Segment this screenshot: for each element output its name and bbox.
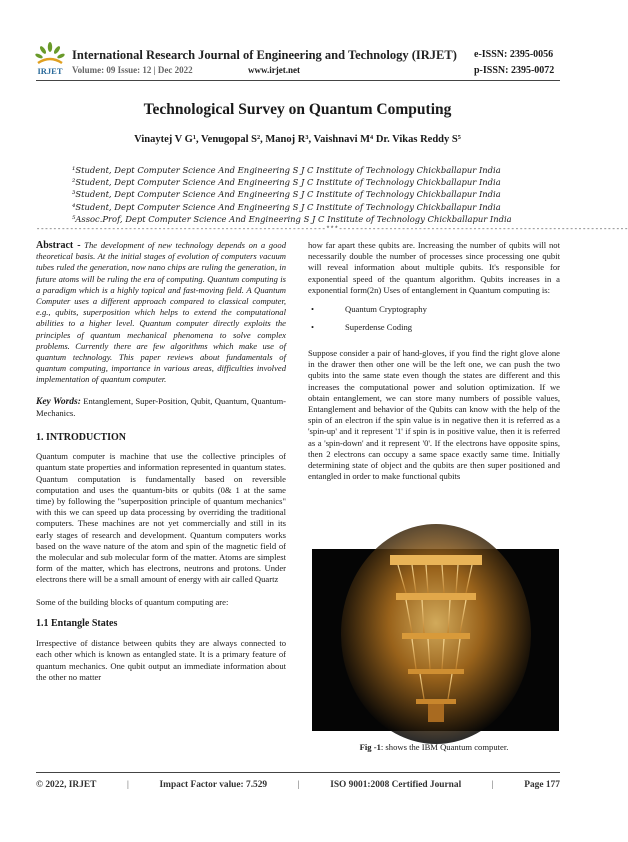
p-issn: p-ISSN: 2395-0072 — [474, 65, 555, 76]
header-divider — [36, 80, 560, 81]
journal-website[interactable]: www.irjet.net — [248, 65, 300, 75]
footer-copyright: © 2022, IRJET — [36, 780, 97, 790]
right-column — [308, 240, 560, 482]
footer — [36, 780, 560, 790]
affiliation-3: ³Student, Dept Computer Science And Engineering S J C Institute of Technology Chickballapur India — [72, 189, 501, 200]
affiliation-2: ²Student, Dept Computer Science And Engineering S J C Institute of Technology Chickballapur India — [72, 177, 501, 188]
abstract — [36, 240, 286, 386]
entangle-paragraph-3: Suppose consider a pair of hand-gloves, if you find the right glove alone in the drawer then other one will be the left one, we can push the two qubits into the same state even though the states are different and this increases the computational power and solution optimization. If we obtain entanglement, we can store many numbers of possible values, Entanglement and behavior of the Qubits can know with the help of the spin of an electron if the spin value is in negative then it is referred as a 'spin-up' and it represent '1' if spin is in positive value, then it is referred as a 'spin-down' and it represent '0'. If the electrons have opposite spins, then 2 electrons can occupy a same space exactly same time. Initially determining state of object and the qubits are then super positioned and entangled in order to make functional qubits — [308, 348, 560, 482]
list-item: • Quantum Cryptography — [308, 304, 560, 322]
section-separator: ---------------------------------------------------------------------***--------------------------------------------------------------------- — [36, 226, 628, 234]
journal-name: International Research Journal of Engineering and Technology (IRJET) — [72, 48, 457, 62]
list-item: • Superdense Coding — [308, 322, 560, 340]
footer-separator: | — [297, 780, 300, 790]
affiliation-4: ⁴Student, Dept Computer Science And Engineering S J C Institute of Technology Chickballapur India — [72, 201, 501, 212]
keywords — [36, 396, 286, 419]
footer-page-number: Page 177 — [524, 780, 560, 790]
author-list: Vinaytej V G¹, Venugopal S², Manoj R³, Vaishnavi M⁴ Dr. Vikas Reddy S⁵ — [134, 134, 461, 145]
entangle-paragraph-1: Irrespective of distance between qubits they are always connected to each other which is known as entangled state. It is a primary feature of quantum mechanics. One qubit output an immediate information about the other no matter — [36, 638, 286, 682]
volume-issue: Volume: 09 Issue: 12 | Dec 2022 — [72, 65, 193, 75]
abstract-label: Abstract - — [36, 240, 81, 251]
affiliation-5: ⁵Assoc.Prof, Dept Computer Science And Engineering S J C Institute of Technology Chickballapur India — [72, 213, 512, 224]
abstract-text: The development of new technology depends on a good theoretical basis. At the initial stages of evolution of computers vacuum tubes ruled the generation, now nano chips are ruling the generation, in future atoms will be ruling the era of computing. Quantum computing is a paradigm which is a highly topical and fast-moving field. A Quantum Computer uses a different approach compared to classical computer, e.g., qubits, superposition which helps to extend the computational abilities to a higher level. Quantum computer directly exploits the principles of quantum mechanical phenomena to solve complex problems. Currently there are few algorithms which make use of quantum technology. This paper reviews about fundamentals of quantum computing, importance in various areas, difficulties involved implementation of quantum computer. — [36, 240, 286, 385]
figure-caption-text: : shows the IBM Quantum computer. — [380, 742, 509, 752]
footer-divider — [36, 772, 560, 773]
intro-paragraph-2: Some of the building blocks of quantum computing are: — [36, 596, 229, 607]
footer-impact-factor: Impact Factor value: 7.529 — [159, 780, 268, 790]
paper-title: Technological Survey on Quantum Computing — [143, 101, 452, 118]
e-issn: e-ISSN: 2395-0056 — [474, 49, 554, 60]
irjet-logo — [34, 41, 66, 77]
entanglement-uses-list — [308, 304, 560, 340]
affiliations — [72, 164, 542, 225]
entangle-paragraph-2: how far apart these qubits are. Increasing the number of qubits will not necessarily double the number of processes since processing one qubit will reveal information about multiple qubits. It's responsible for exponential speed of the quantum algorithm. Qubits increases in a exponential form(2n) Uses of entanglement in Quantum computing is: — [308, 240, 560, 295]
figure-label: Fig -1 — [359, 742, 381, 752]
footer-separator: | — [127, 780, 129, 790]
keywords-text: Entanglement, Super-Position, Qubit, Quantum, Quantum-Mechanics. — [36, 395, 287, 418]
footer-separator: | — [491, 780, 494, 790]
affiliation-1: ¹Student, Dept Computer Science And Engineering S J C Institute of Technology Chickballapur India — [72, 165, 501, 175]
logo-text: IRJET — [37, 66, 63, 76]
footer-iso: ISO 9001:2008 Certified Journal — [330, 780, 462, 790]
left-column — [36, 240, 286, 683]
figure-caption — [308, 742, 560, 752]
keywords-label: Key Words: — [36, 396, 81, 407]
section-heading-introduction: 1. INTRODUCTION — [36, 432, 127, 444]
intro-paragraph-1: Quantum computer is machine that use the collective principles of quantum state properties and information represented in quantum states. Quantum computation is fundamentally based on reversible computation and uses the quantum-bits or qubits (0& 1 at the same time) by following the "superposition principle of quantum mechanics" with this we can speed up data processing by overriding the traditional computers. These machines are not yet commercially and still in its early stages of research and development. Quantum computers works based on the wave nature of the atom and spin of the magnetic field of the molecular and sub molecular form of the matter. Atoms are simplest form of the matter, which has electrons, neutrons and protons. Under electrons there will be a small amount of energy with air called Quartz — [36, 451, 286, 585]
section-heading-entangle-states: 1.1 Entangle States — [36, 617, 118, 629]
ibm-quantum-computer-image — [312, 549, 559, 731]
